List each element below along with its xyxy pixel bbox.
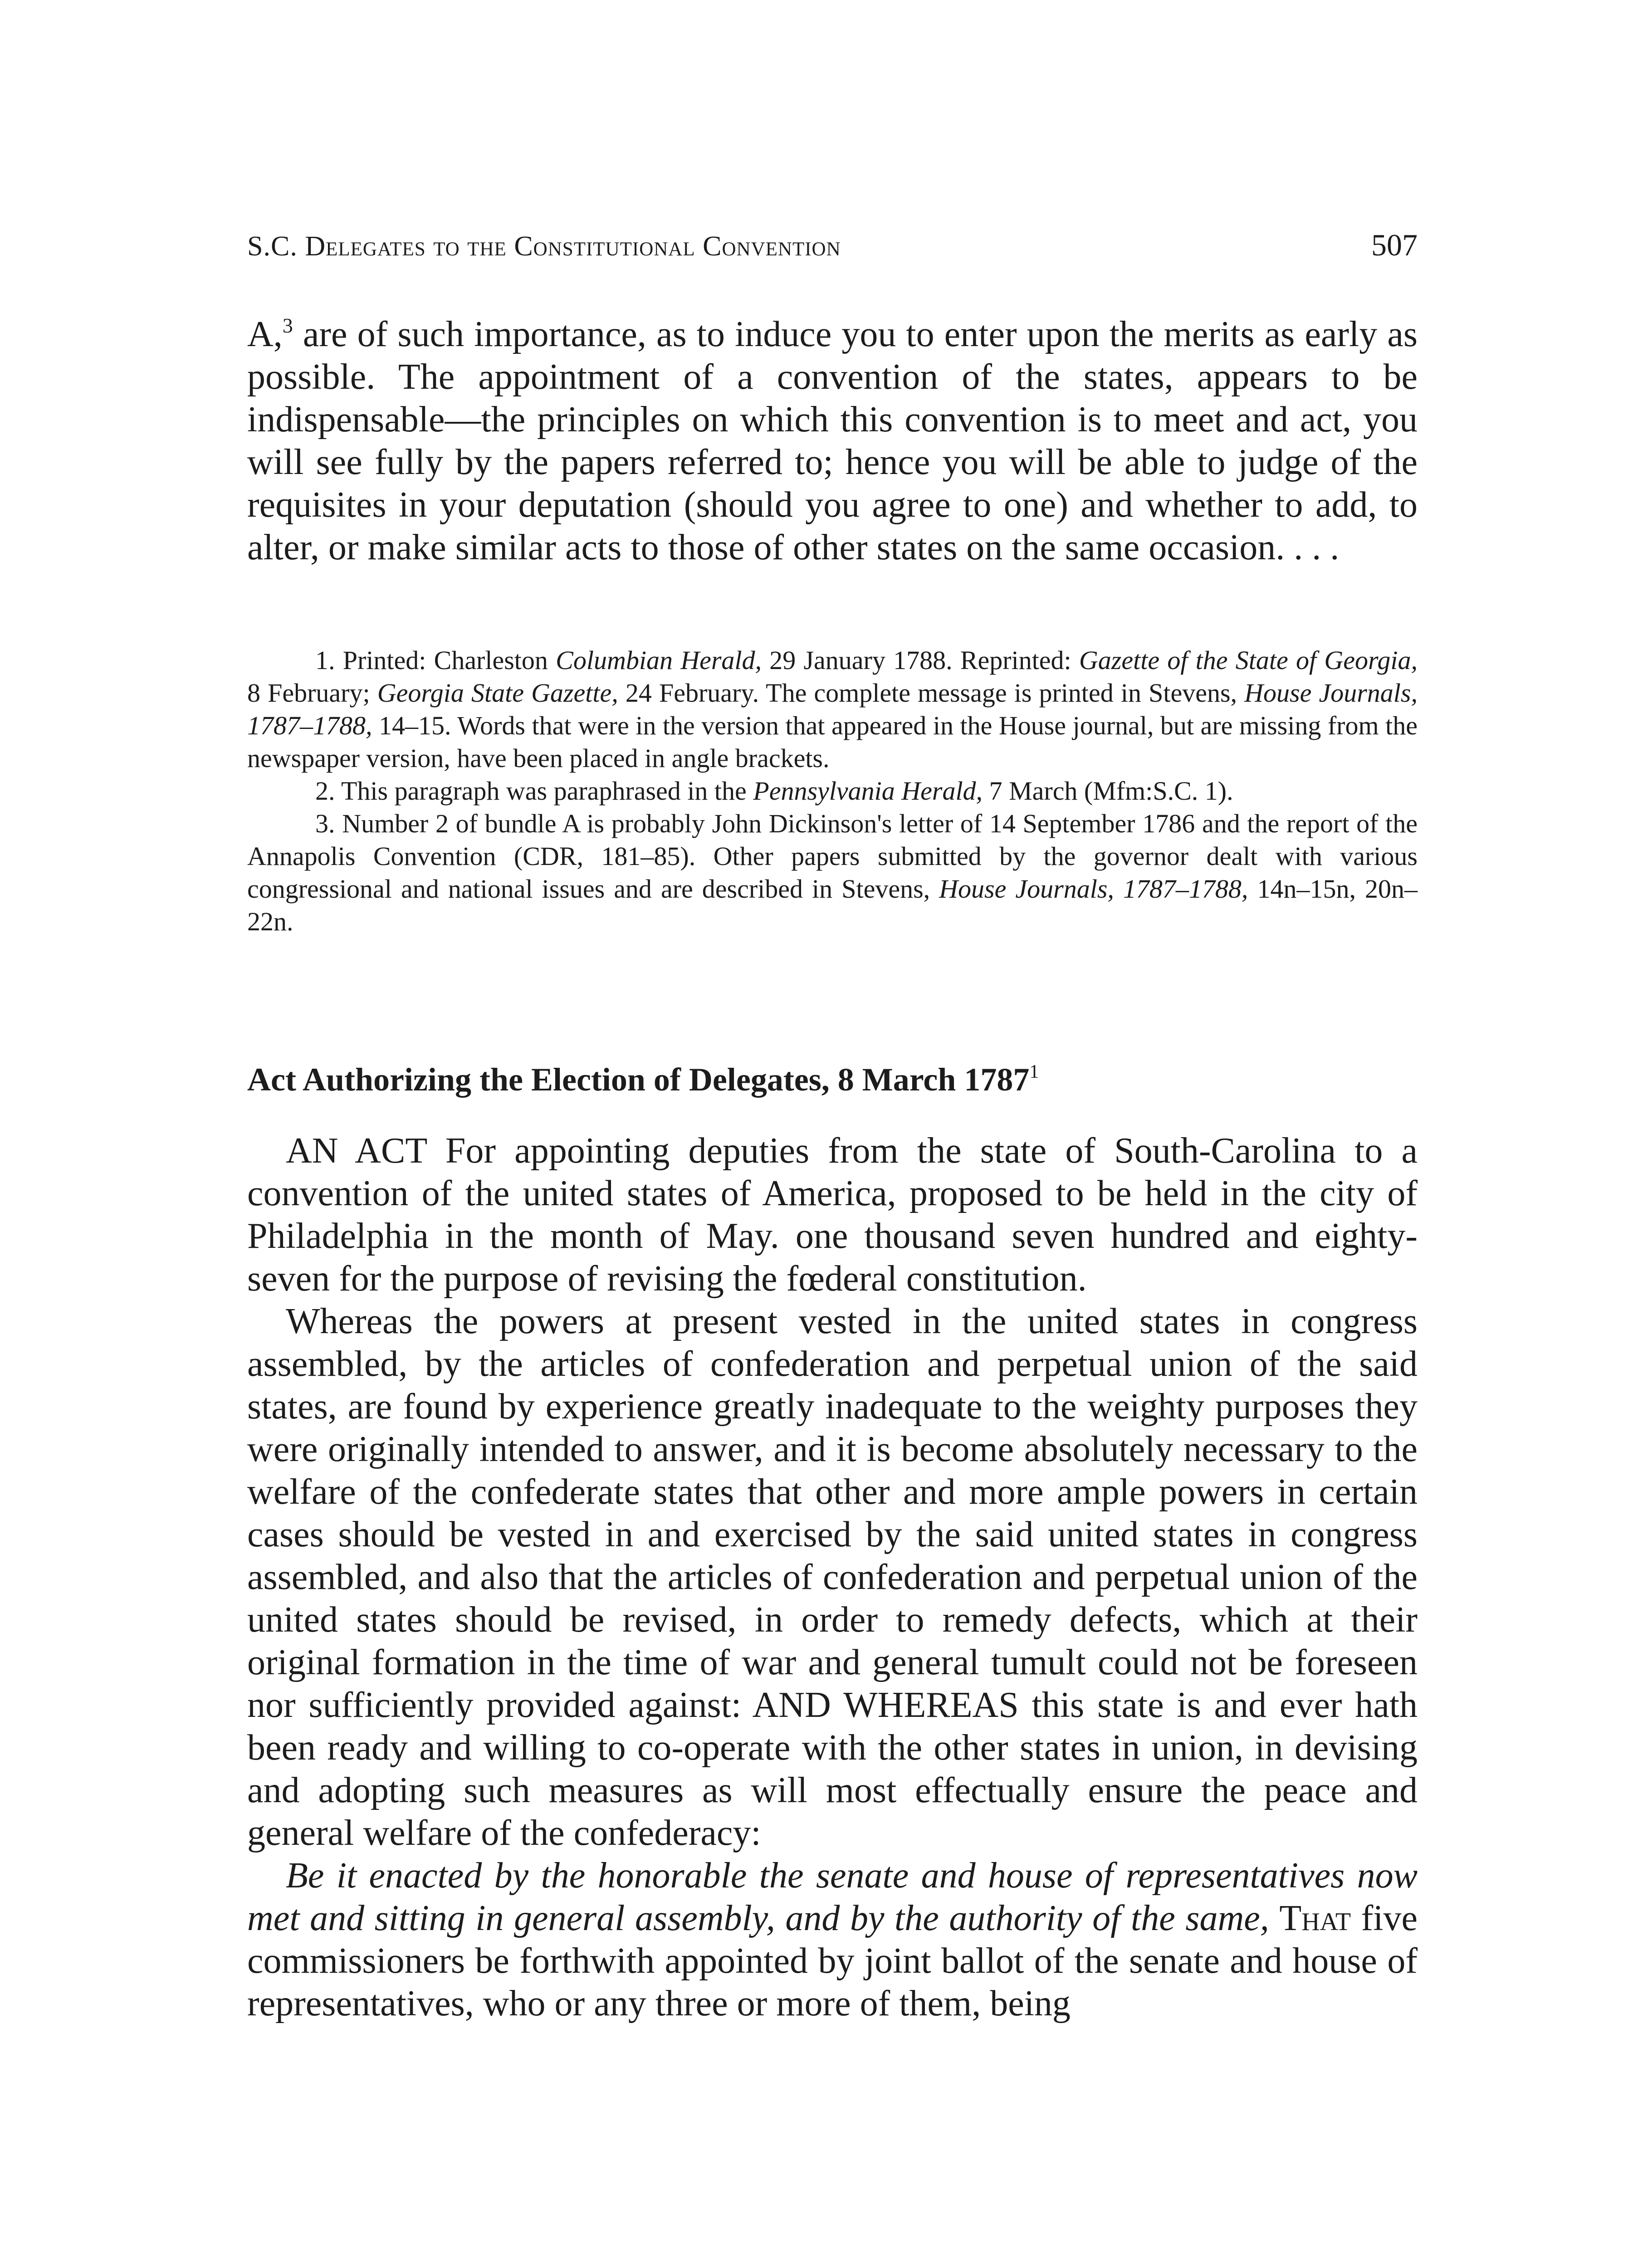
- enacting-paragraph: [247, 1854, 1418, 2025]
- note-1-title: Columbian Herald,: [556, 645, 762, 675]
- note-1-text: 8 February;: [247, 678, 377, 708]
- page-number: 507: [1371, 228, 1418, 262]
- note-1: [247, 644, 1418, 775]
- note-1-text: 14–15. Words that were in the version that appeared in the House journal, but are missing from the newspaper version, have been placed in angle brackets.: [247, 711, 1418, 773]
- enacting-clause: Be it enacted by the honorable the senate and house of representatives now met and sitting in general assembly, and by the authority of the same,: [247, 1856, 1418, 1938]
- whereas-paragraph: Whereas the powers at present vested in the united states in congress assembled, by the articles of confederation and perpetual union of the said states, are found by experience greatly inadequate to the weighty purposes they were originally intended to answer, and it is become absolutely necessary to the welfare of the confederate states that other and more ample powers in certain cases should be vested in and exercised by the said united states in congress assembled, and also that the articles of confederation and perpetual union of the united states should be revised, in order to remedy defects, which at their original formation in the time of war and general tumult could not be foreseen nor sufficiently provided against: AND WHEREAS this state is and ever hath been ready and willing to co-operate with the other states in union, in devising and adopting such measures as will most effectually ensure the peace and general welfare of the confederacy:: [247, 1301, 1418, 1853]
- note-3: [247, 807, 1418, 938]
- note-1-text: 1. Printed: Charleston: [315, 645, 556, 675]
- footnote-ref-3: 3: [282, 314, 293, 337]
- running-title: S.C. Delegates to the Constitutional Convention: [247, 231, 841, 262]
- enacting-that: That: [1279, 1898, 1351, 1938]
- note-2-title: Pennsylvania Herald,: [753, 776, 983, 806]
- running-head: [247, 227, 1418, 264]
- footnote-ref-1: 1: [1029, 1061, 1039, 1082]
- note-3-title: House Journals, 1787–1788,: [939, 874, 1248, 904]
- continuation-lead: A,: [247, 314, 283, 354]
- note-1-text: 29 January 1788. Reprinted:: [762, 645, 1079, 675]
- note-3-text: 14n–15n, 20n–22n.: [247, 874, 1418, 936]
- section-heading-text: Act Authorizing the Election of Delegates, 8 March 1787: [247, 1061, 1030, 1098]
- note-2-text: 7 March (Mfm:S.C. 1).: [983, 776, 1233, 806]
- act-text: [247, 1129, 1418, 2025]
- enacting-text: five commissioners be forthwith appointed by joint ballot of the senate and house of representatives, who or any three or more of them, being: [247, 1898, 1418, 2024]
- continued-paragraph: [247, 313, 1418, 569]
- note-1-title: House Journals, 1787–1788,: [247, 678, 1418, 740]
- act-title-paragraph: AN ACT For appointing deputies from the state of South-Carolina to a convention of the united states of America, proposed to be held in the city of Philadelphia in the month of May. one thousand seven hundred and eighty-seven for the purpose of revising the fœderal constitution.: [247, 1131, 1418, 1299]
- note-1-text: 24 February. The complete message is printed in Stevens,: [618, 678, 1245, 708]
- section-heading: [247, 1059, 1418, 1100]
- note-1-title: Georgia State Gazette,: [377, 678, 618, 708]
- note-2: [247, 775, 1418, 807]
- notes-block: [247, 644, 1418, 938]
- note-3-text: 3. Number 2 of bundle A is probably John Dickinson's letter of 14 September 1786 and the report of the Annapolis Convention (CDR, 181–85). Other papers submitted by the governor dealt with various congressional and national issues and are described in Stevens,: [247, 809, 1418, 904]
- continuation-text: are of such importance, as to induce you to enter upon the merits as early as possible. The appointment of a convention of the states, appears to be indispensable—the principles on which this convention is to meet and act, you will see fully by the papers referred to; hence you will be able to judge of the requisites in your deputation (should you agree to one) and whether to add, to alter, or make similar acts to those of other states on the same occasion. . . .: [247, 314, 1418, 567]
- note-1-title: Gazette of the State of Georgia,: [1079, 645, 1418, 675]
- note-2-text: 2. This paragraph was paraphrased in the: [315, 776, 753, 806]
